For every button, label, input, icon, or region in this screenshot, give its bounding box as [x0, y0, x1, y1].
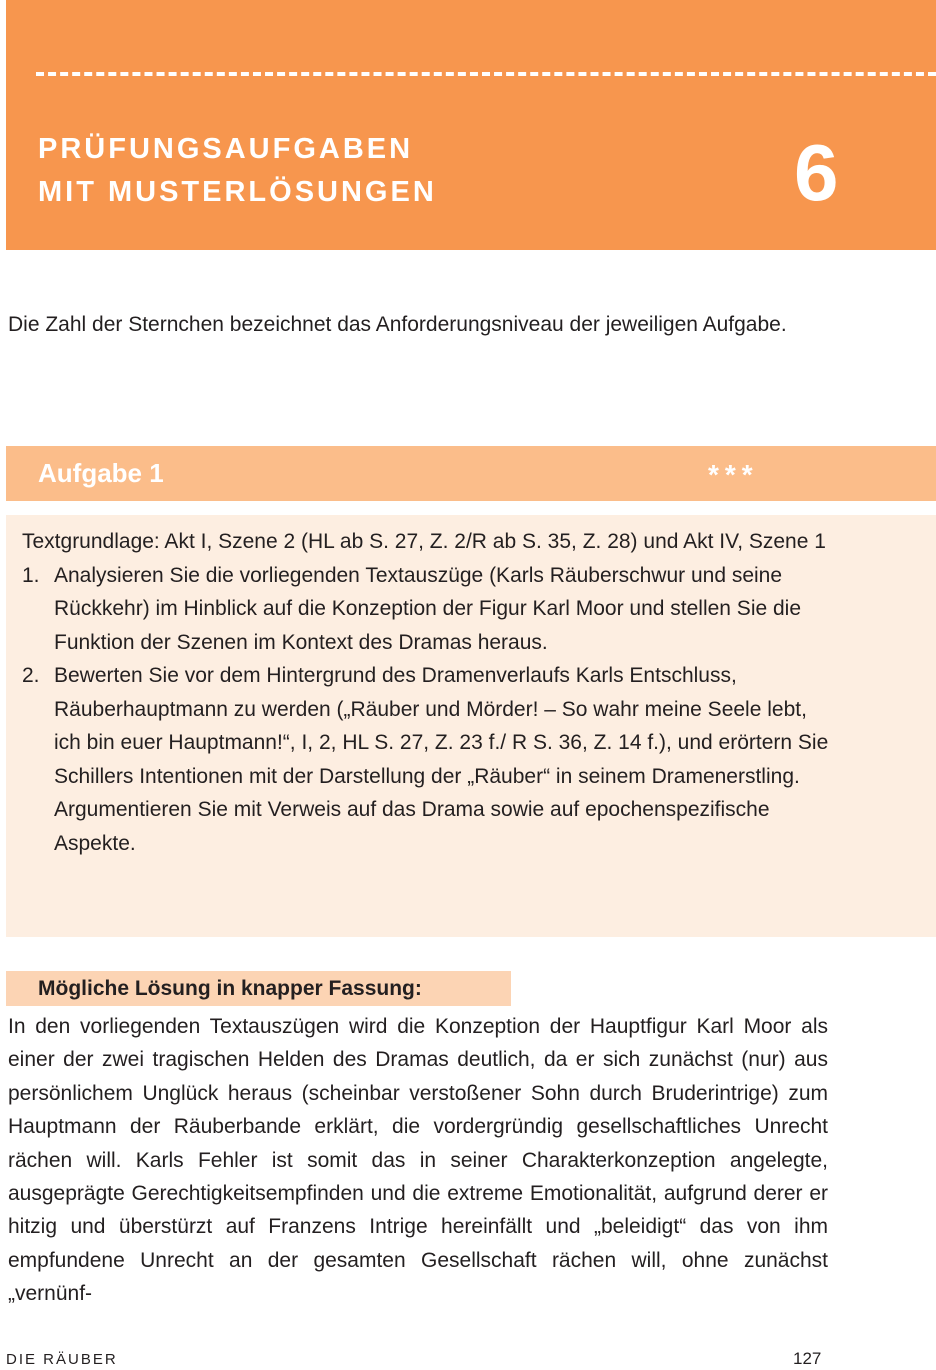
task-title: Aufgabe 1 — [38, 458, 164, 488]
task-list — [22, 559, 834, 861]
chapter-title-line-1: PRÜFUNGSAUFGABEN — [38, 133, 414, 165]
task-box — [6, 515, 936, 937]
task-item-number: 2. — [22, 664, 40, 687]
solution-header — [6, 971, 511, 1006]
task-basis: Textgrundlage: Akt I, Szene 2 (HL ab S. 27, Z. 2/R ab S. 35, Z. 28) und Akt IV, Szene 1 — [22, 530, 826, 553]
intro-text: Die Zahl der Sternchen bezeichnet das Anforderungsniveau der jeweiligen Aufgabe. — [8, 313, 787, 336]
solution-text: In den vorliegenden Textauszügen wird die Konzeption der Hauptfigur Karl Moor als einer der zwei tragischen Helden des Dramas deutlich, da er sich zunächst (nur) aus persönlichem Unglück heraus (scheinbar verstoßener Sohn durch Bruderintrige) zum Hauptmann der Räuberbande erklärt, die vordergründig gesellschaftliches Unrecht rächen will. Karls Fehler ist somit das in seiner Charakterkonzeption angelegte, ausgeprägte Gerechtigkeitsempfinden und die extreme Emotionalität, aufgrund derer er hitzig und überstürzt auf Franzens Intrige hereinfällt und „beleidigt“ das von ihm empfundene Unrecht an der gesamten Gesellschaft rächen will, ohne zunächst „vernünf- — [8, 1015, 828, 1306]
chapter-header — [6, 0, 936, 250]
header-dashed-rule — [36, 72, 936, 76]
task-item — [22, 659, 834, 860]
chapter-title-line-2: MIT MUSTERLÖSUNGEN — [38, 176, 437, 208]
difficulty-stars: *** — [708, 459, 759, 490]
footer-book-title: DIE RÄUBER — [6, 1351, 118, 1368]
task-content — [22, 525, 834, 860]
chapter-number: 6 — [794, 128, 839, 217]
task-item-number: 1. — [22, 563, 40, 587]
chapter-title — [38, 128, 437, 214]
solution-title: Mögliche Lösung in knapper Fassung: — [38, 977, 422, 1000]
task-header — [6, 446, 936, 501]
page-number: 127 — [793, 1349, 822, 1368]
task-item-text: Analysieren Sie die vorliegenden Textauszüge (Karls Räuberschwur und seine Rückkehr) im Hinblick auf die Konzeption der Figur Karl Moor und stellen Sie die Funktion der Szenen im Kontext des Dramas heraus. — [54, 563, 802, 654]
task-item-text: Bewerten Sie vor dem Hintergrund des Dramenverlaufs Karls Entschluss, Räuberhauptmann zu werden („Räuber und Mörder! – So wahr meine Seele lebt, ich bin euer Hauptmann!“, I, 2, HL S. 27, Z. 23 f./ R S. 36, Z. 14 f.), und erörtern Sie Schillers Intentionen mit der Darstellung der „Räuber“ in seinem Dramenerstling. Argumentieren Sie mit Verweis auf das Drama sowie auf epochenspezifische Aspekte. — [54, 664, 829, 855]
task-item — [22, 559, 834, 660]
